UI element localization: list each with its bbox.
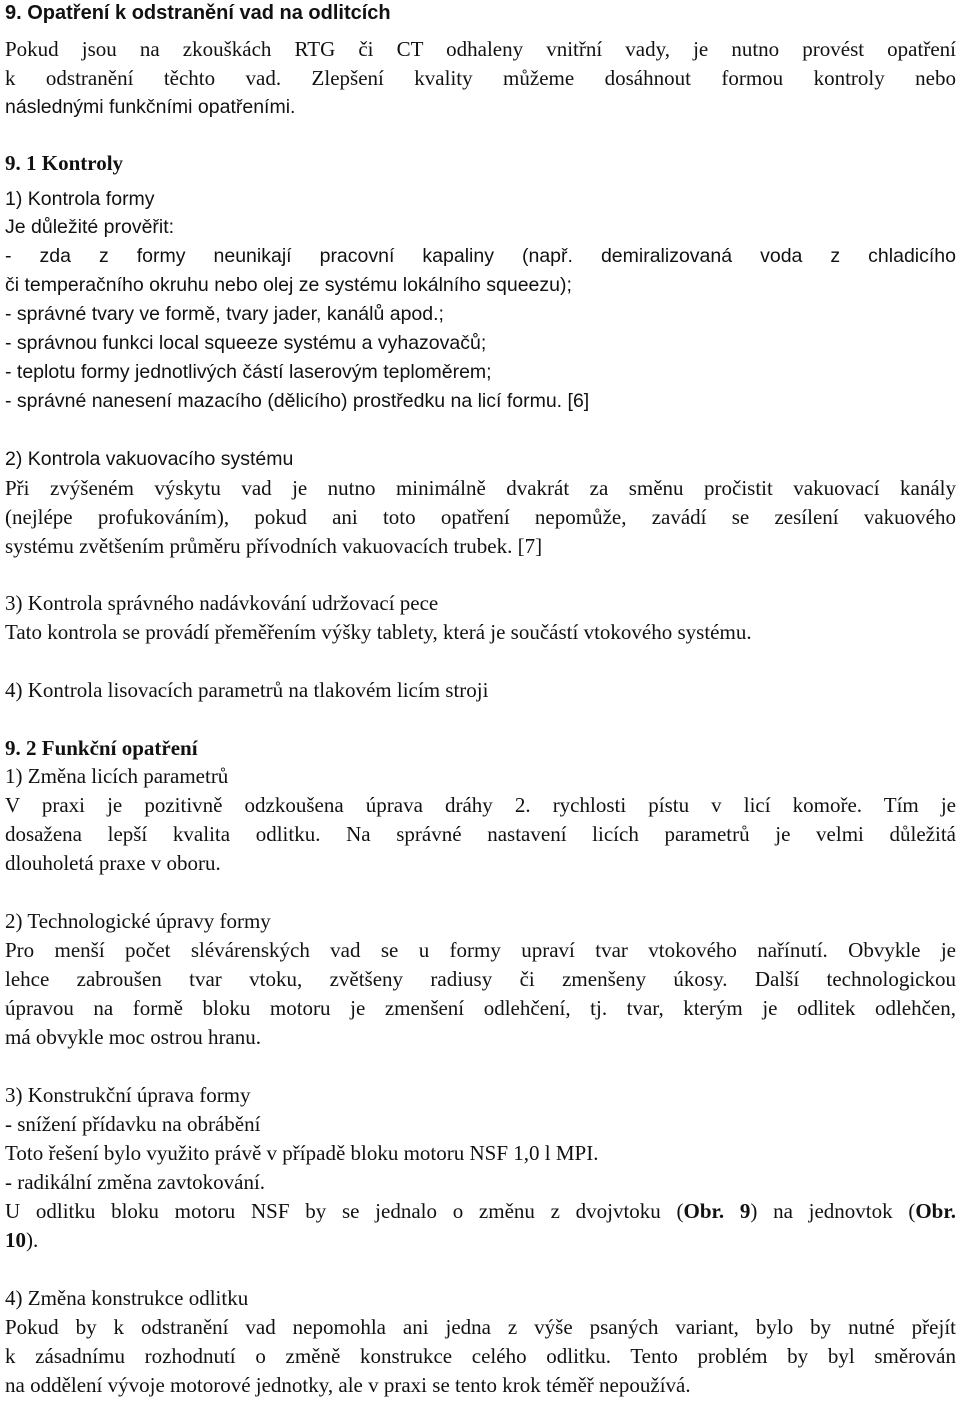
item-title: 4) Kontrola lisovacích parametrů na tlakovém licím stroji	[5, 678, 489, 702]
paragraph-line: - správnou funkci local squeeze systému a vyhazovačů;	[5, 332, 487, 354]
paragraph-line: následnými funkčními opatřeními.	[5, 96, 296, 118]
text-span: ).	[26, 1228, 39, 1252]
item-title: 2) Kontrola vakuovacího systému	[5, 448, 294, 470]
paragraph-line: na oddělení vývoje motorové jednotky, ale v praxi se tento krok téměř nepoužívá.	[5, 1373, 691, 1397]
item-title: 1) Kontrola formy	[5, 188, 155, 210]
paragraph-line: Pokud by k odstranění vad nepomohla ani jedna z výše psaných variant, bylo by nutné přejít	[5, 1315, 956, 1339]
paragraph-line: Pro menší počet slévárenských vad se u formy upraví tvar vtokového nařínutí. Obvykle je	[5, 938, 956, 962]
section-heading: 9. Opatření k odstranění vad na odlitcích	[5, 2, 391, 24]
item-title: 3) Konstrukční úprava formy	[5, 1083, 251, 1107]
paragraph-line: úpravou na formě bloku motoru je zmenšení odlehčení, tj. tvar, kterým je odlitek odlehčen,	[5, 996, 956, 1020]
paragraph-line: (nejlépe profukováním), pokud ani toto opatření nepomůže, zavádí se zesílení vakuového	[5, 505, 956, 529]
paragraph-line: Tato kontrola se provádí přeměřením výšky tablety, která je součástí vtokového systému.	[5, 620, 752, 644]
paragraph-line: - snížení přídavku na obrábění	[5, 1112, 261, 1136]
paragraph-line: - teplotu formy jednotlivých částí laserovým teploměrem;	[5, 361, 492, 383]
paragraph-line: systému zvětšením průměru přívodních vakuovacích trubek. [7]	[5, 534, 543, 558]
paragraph-line: - správné tvary ve formě, tvary jader, kanálů apod.;	[5, 303, 444, 325]
paragraph-line: Při zvýšeném výskytu vad je nutno minimálně dvakrát za směnu pročistit vakuovací kanály	[5, 476, 956, 500]
paragraph-line: či temperačního okruhu nebo olej ze systému lokálního squeezu);	[5, 274, 572, 296]
paragraph-line: lehce zabroušen tvar vtoku, zvětšeny radiusy či zmenšeny úkosy. Další technologickou	[5, 967, 956, 991]
paragraph-line: Toto řešení bylo využito právě v případě bloku motoru NSF 1,0 l MPI.	[5, 1141, 599, 1165]
figure-reference-line	[5, 1199, 956, 1223]
paragraph-line: - radikální změna zavtokování.	[5, 1170, 266, 1194]
paragraph-line: - správné nanesení mazacího (dělicího) prostředku na licí formu. [6]	[5, 390, 590, 412]
figure-ref: 10	[5, 1228, 26, 1252]
paragraph-line: Je důležité prověřit:	[5, 216, 175, 238]
paragraph-line: dlouholetá praxe v oboru.	[5, 851, 221, 875]
text-span: U odlitku bloku motoru NSF by se jednalo o změnu z dvojvtoku (	[5, 1199, 684, 1223]
paragraph-line: má obvykle moc ostrou hranu.	[5, 1025, 262, 1049]
paragraph-line: k zásadnímu rozhodnutí o změně konstrukce celého odlitku. Tento problém by byl směrován	[5, 1344, 956, 1368]
item-title: 4) Změna konstrukce odlitku	[5, 1286, 249, 1310]
item-title: 1) Změna licích parametrů	[5, 764, 229, 788]
paragraph-line: V praxi je pozitivně odzkoušena úprava dráhy 2. rychlosti pístu v licí komoře. Tím je	[5, 793, 956, 817]
subsection-heading: 9. 2 Funkční opatření	[5, 736, 198, 760]
figure-ref: Obr. 9	[683, 1199, 751, 1223]
paragraph-line: dosažena lepší kvalita odlitku. Na správné nastavení licích parametrů je velmi důležitá	[5, 822, 956, 846]
paragraph-line: k odstranění těchto vad. Zlepšení kvality můžeme dosáhnout formou kontroly nebo	[5, 66, 956, 90]
figure-ref: Obr.	[915, 1199, 956, 1223]
text-span: ) na jednovtok (	[750, 1199, 916, 1223]
subsection-heading: 9. 1 Kontroly	[5, 151, 124, 175]
item-title: 3) Kontrola správného nadávkování udržovací pece	[5, 591, 439, 615]
paragraph-line: - zda z formy neunikají pracovní kapaliny (např. demiralizovaná voda z chladicího	[5, 245, 956, 267]
item-title: 2) Technologické úpravy formy	[5, 909, 271, 933]
figure-reference-line	[5, 1228, 956, 1252]
paragraph-line: Pokud jsou na zkouškách RTG či CT odhaleny vnitřní vady, je nutno provést opatření	[5, 37, 956, 61]
